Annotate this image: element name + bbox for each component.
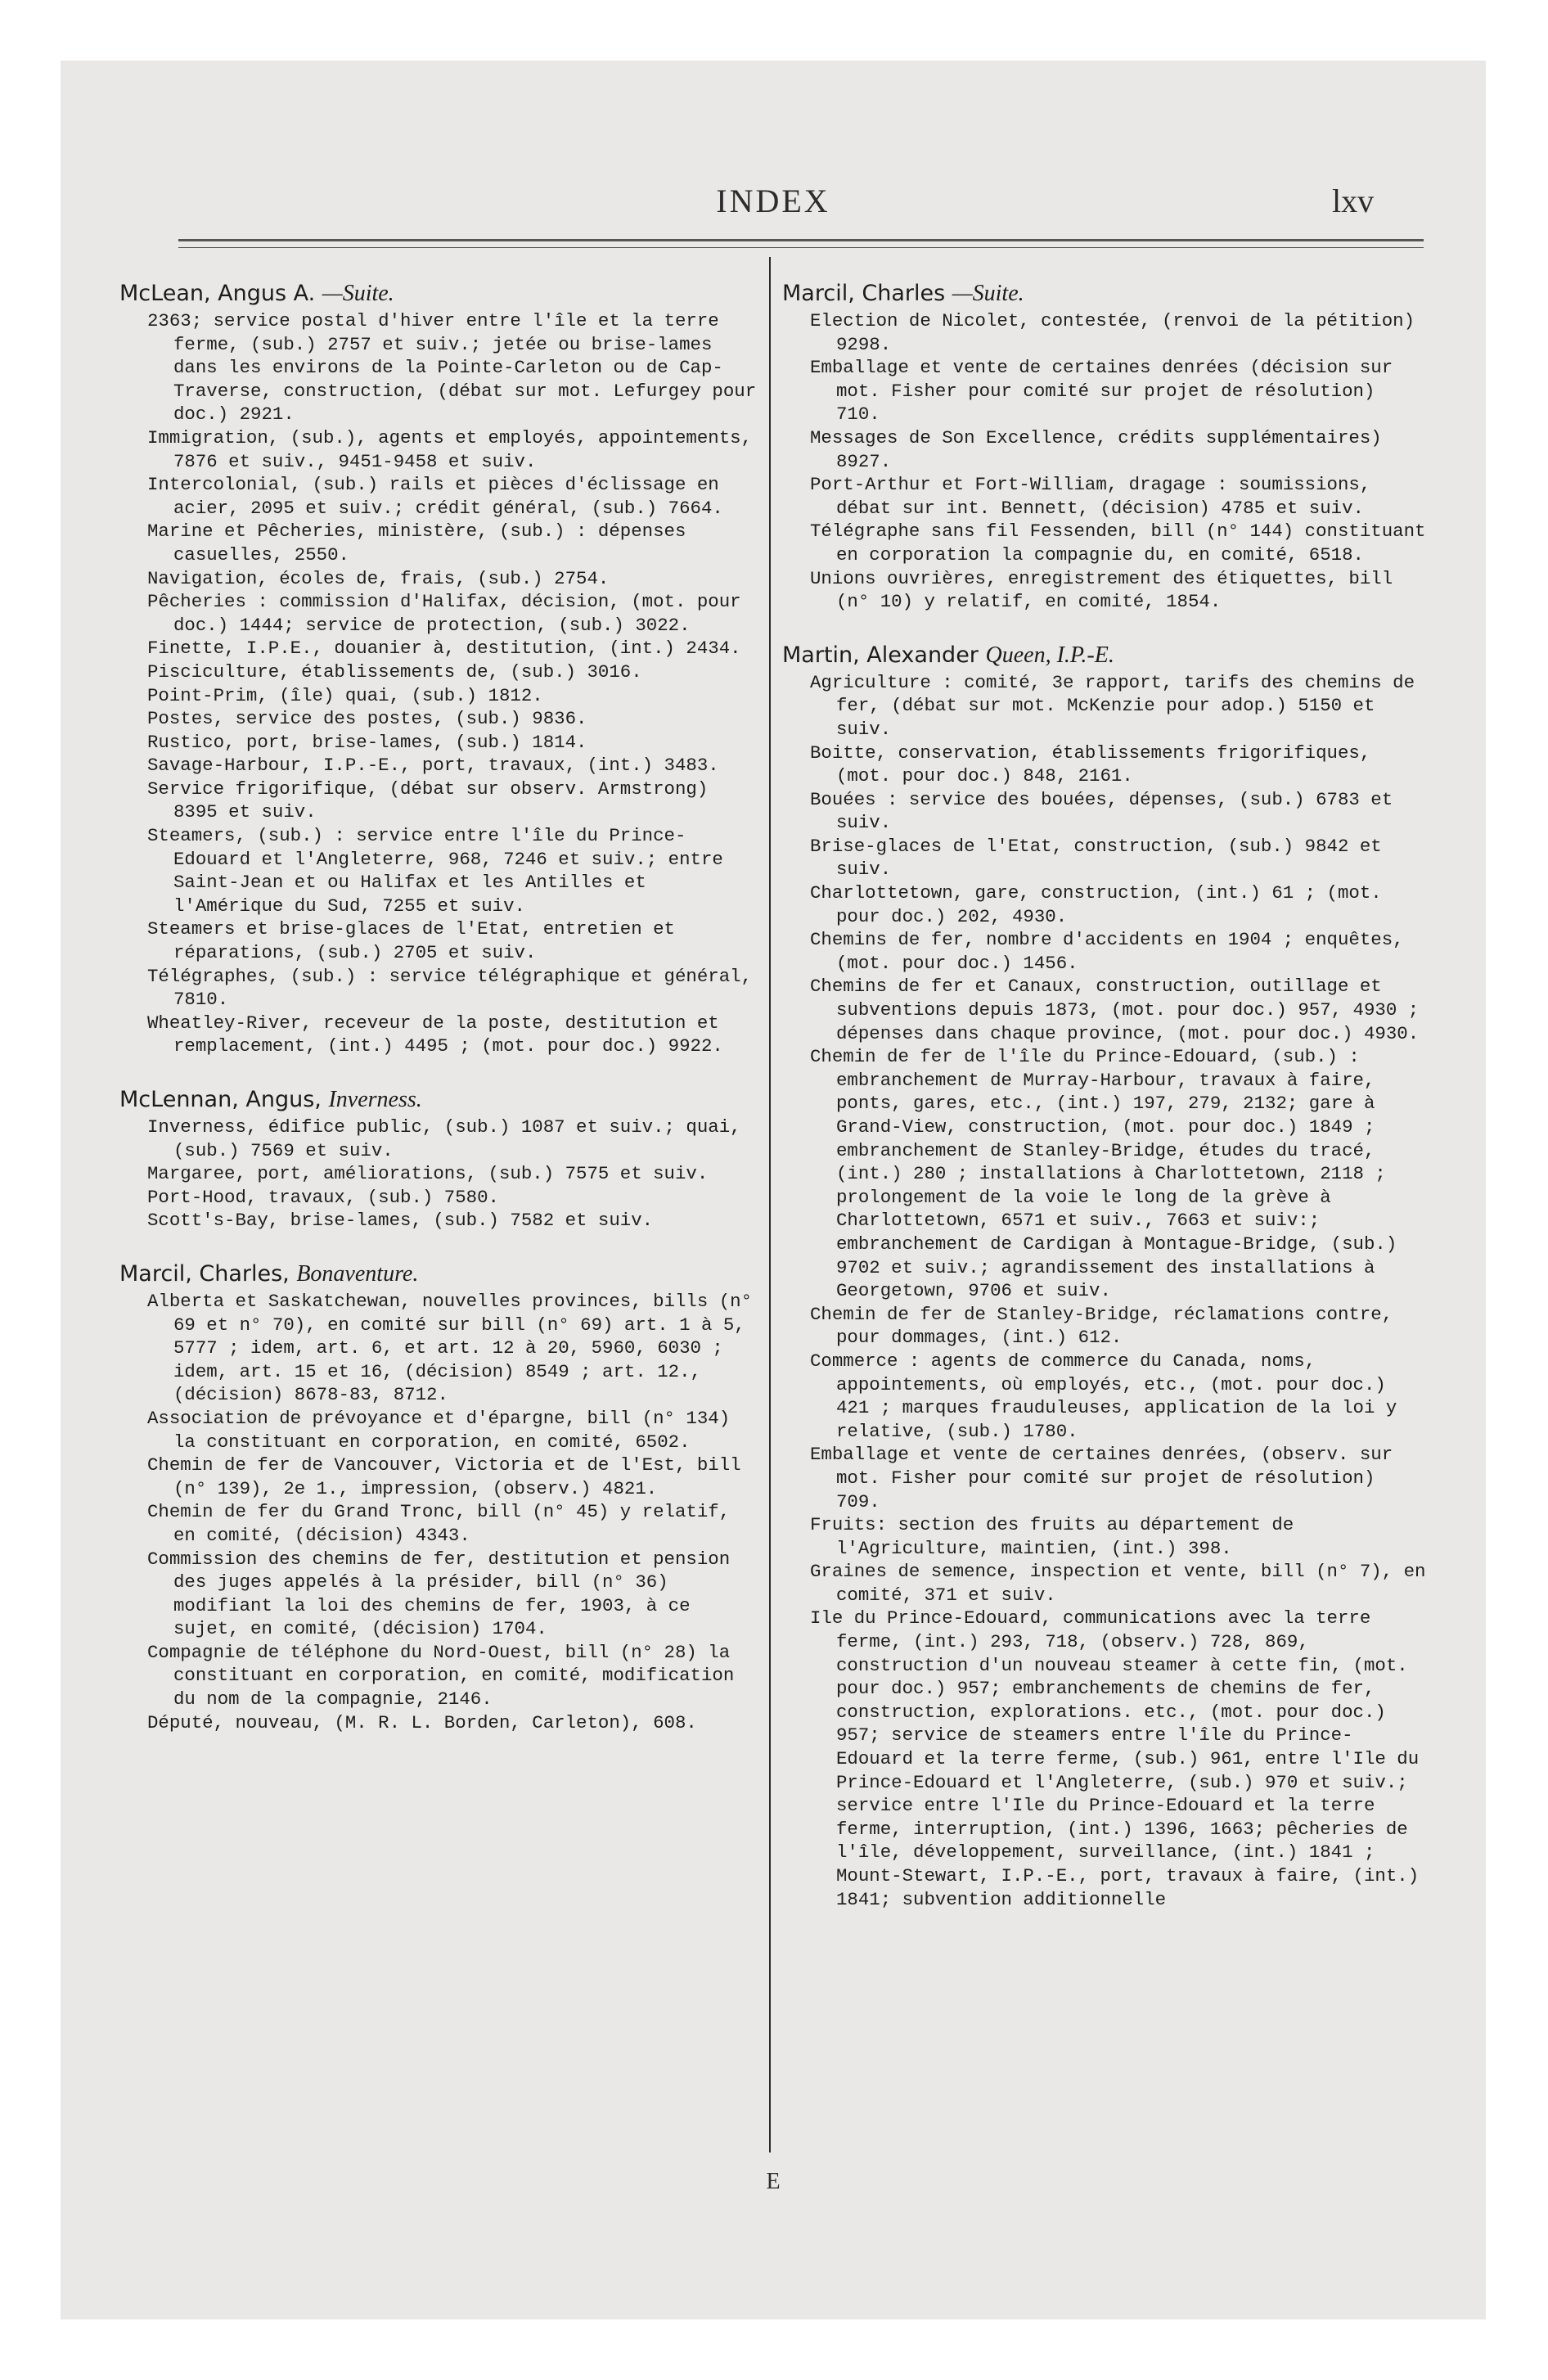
index-entry [119, 280, 758, 1058]
subentry: Brise-glaces de l'Etat, construction, (sub.) 9842 et suiv. [810, 835, 1382, 881]
member-name: Marcil, Charles, [119, 1260, 290, 1287]
subentry: Navigation, écoles de, frais, (sub.) 2754. [147, 567, 610, 589]
subentry: Inverness, édifice public, (sub.) 1087 et suiv.; quai, (sub.) 7569 et suiv. [147, 1116, 741, 1161]
subentry: Agriculture : comité, 3e rapport, tarifs des chemins de fer, (débat sur mot. McKenzie pour adop.) 5150 et suiv. [810, 671, 1415, 740]
subentry: Fruits: section des fruits au département de l'Agriculture, maintien, (int.) 398. [810, 1514, 1294, 1559]
subentry: Charlottetown, gare, construction, (int.) 61 ; (mot. pour doc.) 202, 4930. [810, 882, 1382, 927]
subentry: Télégraphe sans fil Fessenden, bill (n° 144) constituant en corporation la compagnie du, en comité, 6518. [810, 521, 1426, 566]
subentry: Port-Arthur et Fort-William, dragage : soumissions, débat sur int. Bennett, (décision) 4785 et suiv. [810, 474, 1371, 519]
subentry: Margaree, port, améliorations, (sub.) 7575 et suiv. [147, 1163, 709, 1185]
entry-heading [782, 280, 1429, 307]
signature-mark: E [766, 2169, 781, 2194]
index-entry [119, 1260, 758, 1734]
subentry: Pêcheries : commission d'Halifax, décision, (mot. pour doc.) 1444; service de protection, (sub.) 3022. [147, 591, 741, 636]
subentry: Association de prévoyance et d'épargne, bill (n° 134) la constituant en corporation, en comité, 6502. [147, 1407, 731, 1453]
subentry: Election de Nicolet, contestée, (renvoi de la pétition) 9298. [810, 310, 1415, 355]
subentry: Pisciculture, établissements de, (sub.) 3016. [147, 660, 642, 683]
subentry: Ile du Prince-Edouard, communications avec la terre ferme, (int.) 293, 718, (observ.) 728, 869, construction d'un nouveau steamer à cette fin, (mot. pour doc.) 957; embranchements de chemins de fer, construction, explorations. etc., (mot. pour doc.) 957; service de steamers entre l'île du Prince-Edouard et la terre ferme, (sub.) 961, entre l'Ile du Prince-Edouard et l'Angleterre, (sub.) 970 et suiv.; service entre l'Ile du Prince-Edouard et la terre ferme, interruption, (int.) 1396, 1663; pêcheries de l'île, développement, surveillance, (int.) 1841 ; Mount-Stewart, I.P.-E., port, travaux à faire, (int.) 1841; subvention additionnelle [810, 1607, 1420, 1910]
subentry: Chemin de fer de Stanley-Bridge, réclamations contre, pour dommages, (int.) 612. [810, 1303, 1393, 1349]
subentry: Chemins de fer et Canaux, construction, outillage et subventions depuis 1873, (mot. pour doc.) 957, 4930 ; dépenses dans chaque province, (mot. pour doc.) 4930. [810, 976, 1420, 1044]
subentry: Chemin de fer du Grand Tronc, bill (n° 45) y relatif, en comité, (décision) 4343. [147, 1501, 731, 1546]
header-rule [178, 239, 1424, 241]
member-name: McLennan, Angus, [119, 1087, 322, 1112]
index-entry [782, 642, 1429, 1911]
subentry: Emballage et vente de certaines denrées, (observ. sur mot. Fisher pour comité sur projet de résolution) 709. [810, 1444, 1393, 1512]
subentry: Postes, service des postes, (sub.) 9836. [147, 708, 587, 730]
subentry: Wheatley-River, receveur de la poste, destitution et remplacement, (int.) 4495 ; (mot. pour doc.) 9922. [147, 1012, 723, 1057]
index-entry [119, 1086, 758, 1233]
subentry: Immigration, (sub.), agents et employés, appointements, 7876 et suiv., 9451-9458 et suiv. [147, 426, 753, 472]
member-qualifier: Bonaventure. [296, 1260, 419, 1287]
subentry: Rustico, port, brise-lames, (sub.) 1814. [147, 731, 587, 753]
subentry: Steamers, (sub.) : service entre l'île du Prince-Edouard et l'Angleterre, 968, 7246 et suiv.; entre Saint-Jean et ou Halifax et les Antilles et l'Amérique du Sud, 7255 et suiv. [147, 825, 723, 917]
member-qualifier: Inverness. [328, 1087, 422, 1112]
member-name: Marcil, Charles [782, 281, 946, 306]
entry-heading [782, 642, 1429, 669]
subentry: Alberta et Saskatchewan, nouvelles provinces, bills (n° 69 et n° 70), en comité sur bill (n° 69) art. 1 à 5, 5777 ; idem, art. 6, et art. 12 à 20, 5960, 6030 ; idem, art. 15 et 16, (décision) 8549 ; art. 12., (décision) 8678-83, 8712. [147, 1290, 753, 1406]
entry-heading [119, 1260, 758, 1287]
right-column [782, 280, 1429, 1911]
book-page [61, 61, 1486, 2319]
subentry: Port-Hood, travaux, (sub.) 7580. [147, 1186, 499, 1208]
subentry: Savage-Harbour, I.P.-E., port, travaux, (int.) 3483. [147, 755, 719, 777]
subentry: Chemin de fer de Vancouver, Victoria et de l'Est, bill (n° 139), 2e 1., impression, (observ.) 4821. [147, 1454, 741, 1499]
column-divider [769, 257, 771, 2152]
subentry: Point-Prim, (île) quai, (sub.) 1812. [147, 684, 543, 706]
subentry: Steamers et brise-glaces de l'Etat, entretien et réparations, (sub.) 2705 et suiv. [147, 918, 675, 964]
subentry: Graines de semence, inspection et vente, bill (n° 7), en comité, 371 et suiv. [810, 1561, 1426, 1606]
subentry: Compagnie de téléphone du Nord-Ouest, bill (n° 28) la constituant en corporation, en comité, modification du nom de la compagnie, 2146. [147, 1641, 735, 1711]
subentry: Emballage et vente de certaines denrées (décision sur mot. Fisher pour comité sur projet de résolution) 710. [810, 357, 1393, 426]
subentry: Bouées : service des bouées, dépenses, (sub.) 6783 et suiv. [810, 788, 1393, 834]
member-qualifier: —Suite. [322, 281, 394, 306]
member-name: Martin, Alexander [782, 642, 979, 668]
subentry: Chemins de fer, nombre d'accidents en 1904 ; enquêtes, (mot. pour doc.) 1456. [810, 929, 1404, 974]
member-qualifier: Queen, I.P.-E. [985, 642, 1114, 668]
page-title: INDEX [716, 183, 830, 219]
subentry: Service frigorifique, (débat sur observ. Armstrong) 8395 et suiv. [147, 778, 709, 823]
entry-heading [119, 1086, 758, 1113]
subentry: 2363; service postal d'hiver entre l'île et la terre ferme, (sub.) 2757 et suiv.; jetée ou brise-lames dans les environs de la Pointe-Carleton ou de Cap-Traverse, construction, (débat sur mot. Lefurgey pour doc.) 2921. [147, 310, 757, 426]
left-column [119, 280, 758, 1734]
subentry: Télégraphes, (sub.) : service télégraphique et général, 7810. [147, 965, 753, 1011]
page-number: lxv [1332, 183, 1375, 219]
subentry: Chemin de fer de l'île du Prince-Edouard, (sub.) : embranchement de Murray-Harbour, travaux à faire, ponts, gares, etc., (int.) 197, 279, 2132; gare à Grand-View, construction, (mot. pour doc.) 1849 ; embranchement de Stanley-Bridge, études du tracé, (int.) 280 ; installations à Charlottetown, 2118 ; prolongement de la voie le long de la grève à Charlottetown, 6571 et suiv., 7663 et suiv:; embranchement de Cardigan à Montague-Bridge, (sub.) 9702 et suiv.; agrandissement des installations à Georgetown, 9706 et suiv. [810, 1046, 1397, 1302]
subentry: Commission des chemins de fer, destitution et pension des juges appelés à la présider, bill (n° 36) modifiant la loi des chemins de fer, 1903, à ce sujet, en comité, (décision) 1704. [147, 1548, 731, 1640]
subentry: Intercolonial, (sub.) rails et pièces d'éclissage en acier, 2095 et suiv.; crédit général, (sub.) 7664. [147, 474, 723, 519]
subentry: Marine et Pêcheries, ministère, (sub.) : dépenses casuelles, 2550. [147, 521, 686, 566]
subentry: Boitte, conservation, établissements frigorifiques, (mot. pour doc.) 848, 2161. [810, 741, 1371, 787]
subentry: Finette, I.P.E., douanier à, destitution, (int.) 2434. [147, 638, 741, 660]
index-entry [782, 280, 1429, 614]
header-rule-thin [178, 247, 1424, 248]
subentry: Commerce : agents de commerce du Canada, noms, appointements, où employés, etc., (mot. pour doc.) 421 ; marques frauduleuses, application de la loi y relative, (sub.) 1780. [810, 1350, 1397, 1442]
member-qualifier: —Suite. [952, 281, 1024, 306]
subentry: Député, nouveau, (M. R. L. Borden, Carleton), 608. [147, 1711, 697, 1733]
subentry: Unions ouvrières, enregistrement des étiquettes, bill (n° 10) y relatif, en comité, 1854. [810, 567, 1393, 613]
subentry: Scott's-Bay, brise-lames, (sub.) 7582 et suiv. [147, 1210, 654, 1232]
subentry: Messages de Son Excellence, crédits supplémentaires) 8927. [810, 426, 1382, 472]
entry-heading [119, 280, 758, 307]
member-name: McLean, Angus A. [119, 281, 316, 306]
